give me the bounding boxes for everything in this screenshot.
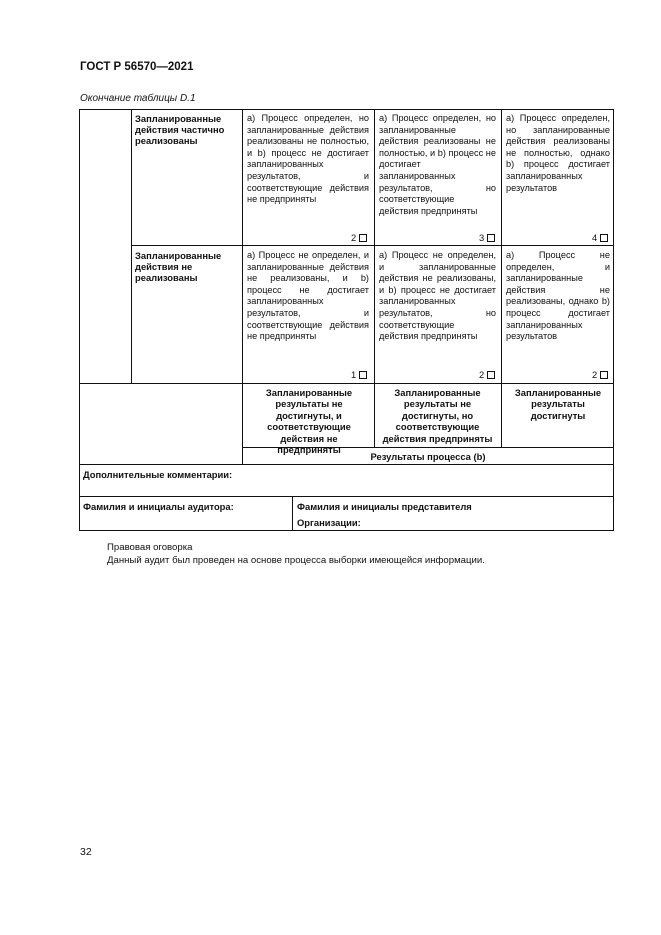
checkbox-icon xyxy=(359,234,367,242)
checkbox-icon xyxy=(487,234,495,242)
score-checkbox[interactable] xyxy=(479,369,495,380)
row1-cell-3: а) Процесс определен, но запланированные действия реализованы не полностью, однако b) процесс достигает запланированных результатов xyxy=(506,113,610,193)
row2-cell-2: а) Процесс не определен, и запланированные действия не реализованы, и b) процесс не достигает запланированных результатов, но соответствующие действия предприняты xyxy=(379,250,496,342)
score-value: 2 xyxy=(479,369,485,380)
score-checkbox[interactable] xyxy=(351,232,367,243)
score-checkbox[interactable] xyxy=(351,369,367,380)
row2-cell-1: а) Процесс не определен, и запланированные действия не реализованы, и b) процесс не достигает запланированных результатов, и соответствующие действия не предприняты xyxy=(247,250,369,342)
page-number: 32 xyxy=(80,846,92,858)
score-value: 1 xyxy=(351,369,357,380)
score-value: 2 xyxy=(592,369,598,380)
row1-cell-2: а) Процесс определен, но запланированные действия реализованы не полностью, и b) процесс не достигает запланированных результатов, но соответствующие действия предприняты xyxy=(379,113,496,216)
result-header-not-achieved-no-action: Запланированные результаты не достигнуты, и соответствующие действия не предприняты xyxy=(265,387,353,456)
disclaimer-text: Данный аудит был проведен на основе процесса выборки имеющейся информации. xyxy=(107,555,485,566)
rule-results-axis-bottom xyxy=(79,464,614,465)
checkbox-icon xyxy=(359,371,367,379)
score-checkbox[interactable] xyxy=(479,232,495,243)
checkbox-icon xyxy=(487,371,495,379)
rule-col0 xyxy=(131,109,132,383)
organization-label: Организации: xyxy=(297,517,361,528)
score-checkbox[interactable] xyxy=(592,232,608,243)
rule-row1-bottom xyxy=(131,245,614,246)
checkbox-icon xyxy=(600,234,608,242)
rule-row2-bottom xyxy=(79,383,614,384)
row-label-not-implemented: Запланированные действия не реализованы xyxy=(135,250,222,284)
representative-name-label: Фамилия и инициалы представителя xyxy=(297,501,472,512)
result-header-achieved: Запланированные результаты достигнуты xyxy=(514,387,602,421)
disclaimer-title: Правовая оговорка xyxy=(107,542,193,553)
rule-signature-split xyxy=(292,496,293,531)
rule-col2 xyxy=(374,109,375,447)
results-axis-label: Результаты процесса (b) xyxy=(370,451,486,462)
auditor-name-label: Фамилия и инициалы аудитора: xyxy=(83,501,234,512)
result-header-not-achieved-action: Запланированные результаты не достигнуты, но соответствующие действия предприняты xyxy=(382,387,493,444)
document-header: ГОСТ Р 56570—2021 xyxy=(80,61,194,73)
score-checkbox[interactable] xyxy=(592,369,608,380)
table-caption: Окончание таблицы D.1 xyxy=(80,93,196,104)
rule-comments-bottom xyxy=(79,496,614,497)
row1-cell-1: а) Процесс определен, но запланированные действия реализованы не полностью, и b) процесс не достигает запланированных результатов, и соответствующие действия не предприняты xyxy=(247,113,369,205)
score-value: 3 xyxy=(479,232,485,243)
score-value: 2 xyxy=(351,232,357,243)
score-value: 4 xyxy=(592,232,598,243)
checkbox-icon xyxy=(600,371,608,379)
row-label-partial: Запланированные действия частично реализованы xyxy=(135,113,225,147)
row2-cell-3: а) Процесс не определен, и запланированные действия не реализованы, однако b) процесс достигает запланированных результатов xyxy=(506,250,610,342)
rule-col1 xyxy=(242,109,243,464)
additional-comments-label: Дополнительные комментарии: xyxy=(83,469,233,480)
rule-col3 xyxy=(501,109,502,447)
